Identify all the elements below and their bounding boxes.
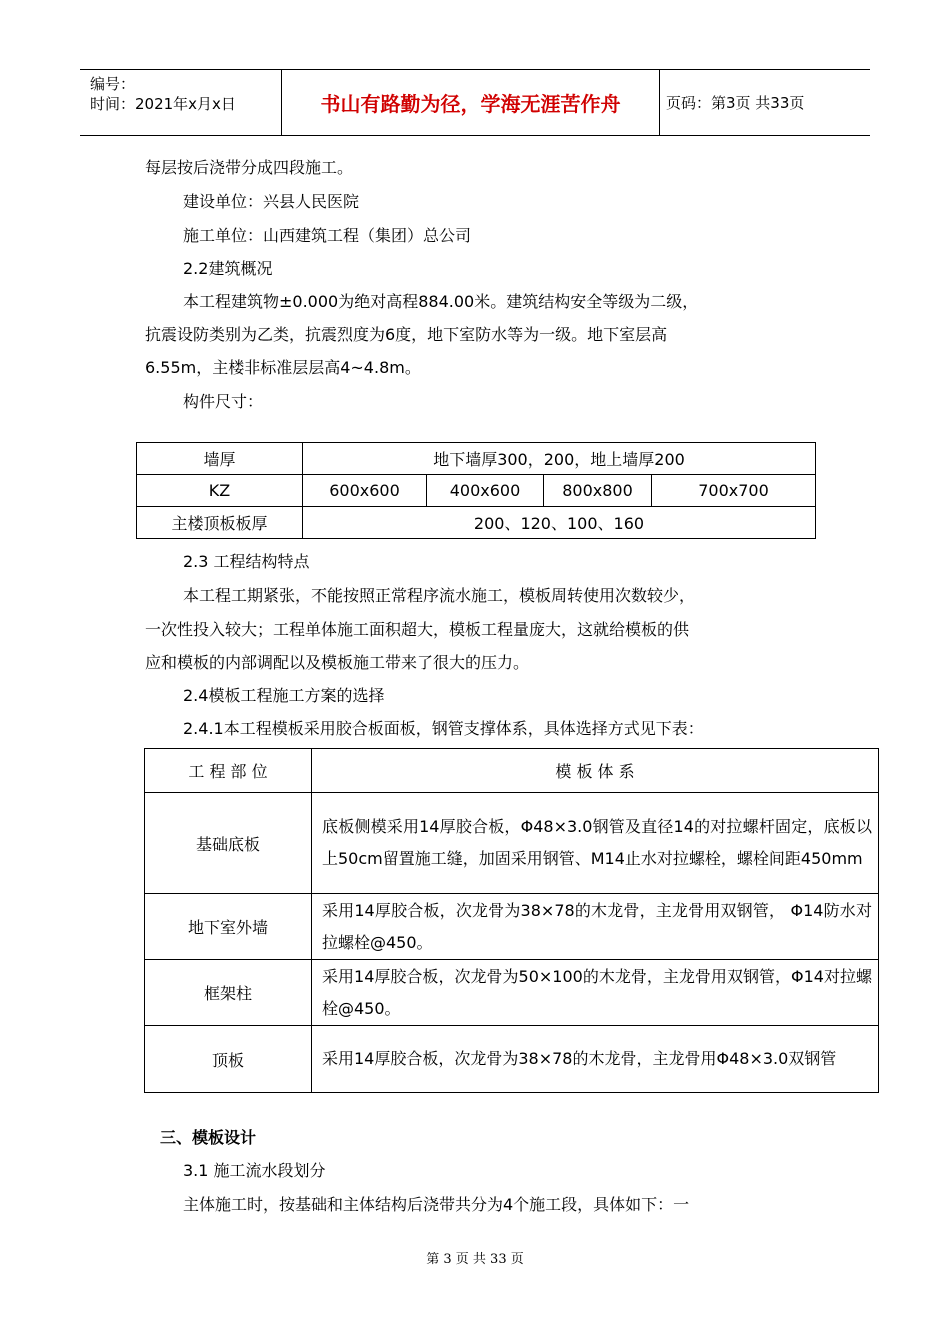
table-row bbox=[137, 475, 816, 507]
table-row bbox=[137, 443, 816, 475]
table-cell: 基础底板 bbox=[145, 793, 312, 894]
table-cell: 采用14厚胶合板，次龙骨为38×78的木龙骨，主龙骨用双钢管， Φ14防水对拉螺栓@450。 bbox=[312, 894, 879, 960]
header-motto: 书山有路勤为径，学海无涯苦作舟 bbox=[282, 70, 660, 135]
section-heading-2-3: 2.3 工程结构特点 bbox=[183, 552, 310, 571]
body-line: 施工单位：山西建筑工程（集团）总公司 bbox=[183, 226, 472, 245]
table-row bbox=[145, 793, 879, 894]
table-row bbox=[145, 894, 879, 960]
body-line: 抗震设防类别为乙类，抗震烈度为6度，地下室防水等为一级。地下室层高 bbox=[145, 325, 668, 344]
table-cell: 地下墙厚300，200，地上墙厚200 bbox=[303, 443, 816, 475]
body-line: 构件尺寸： bbox=[183, 392, 264, 411]
table-cell: 框架柱 bbox=[145, 960, 312, 1026]
table-cell: 200、120、100、160 bbox=[303, 507, 816, 539]
table-header-cell: 工 程 部 位 bbox=[145, 749, 312, 793]
body-line: 建设单位：兴县人民医院 bbox=[183, 192, 360, 211]
body-line: 6.55m，主楼非标准层层高4~4.8m。 bbox=[145, 358, 421, 377]
table-row bbox=[137, 507, 816, 539]
section-heading-2-4: 2.4模板工程施工方案的选择 bbox=[183, 686, 385, 705]
body-line: 2.4.1本工程模板采用胶合板面板，钢管支撑体系，具体选择方式见下表： bbox=[183, 719, 704, 738]
table-cell: 顶板 bbox=[145, 1026, 312, 1093]
document-number-label: 编号： bbox=[90, 75, 136, 93]
body-line: 本工程工期紧张，不能按照正常程序流水施工，模板周转使用次数较少， bbox=[183, 586, 696, 605]
body-line: 每层按后浇带分成四段施工。 bbox=[145, 158, 354, 177]
table-cell: 800x800 bbox=[544, 475, 652, 507]
body-line: 应和模板的内部调配以及模板施工带来了很大的压力。 bbox=[145, 653, 530, 672]
table-cell: 地下室外墙 bbox=[145, 894, 312, 960]
table-row bbox=[145, 960, 879, 1026]
table-cell: 主楼顶板板厚 bbox=[137, 507, 303, 539]
table-header-row bbox=[145, 749, 879, 793]
body-line: 本工程建筑物±0.000为绝对高程884.00米。建筑结构安全等级为二级， bbox=[183, 292, 699, 311]
body-line: 一次性投入较大；工程单体施工面积超大，模板工程量庞大，这就给模板的供 bbox=[145, 620, 690, 639]
table-cell: KZ bbox=[137, 475, 303, 507]
header-meta bbox=[80, 70, 282, 135]
table-cell: 400x600 bbox=[427, 475, 544, 507]
table-header-cell: 模 板 体 系 bbox=[312, 749, 879, 793]
table-cell: 采用14厚胶合板，次龙骨为38×78的木龙骨，主龙骨用Φ48×3.0双钢管 bbox=[312, 1026, 879, 1093]
table-cell: 底板侧模采用14厚胶合板，Φ48×3.0钢管及直径14的对拉螺杆固定，底板以上50cm留置施工缝，加固采用钢管、M14止水对拉螺栓，螺栓间距450mm bbox=[312, 793, 879, 894]
table-row bbox=[145, 1026, 879, 1093]
table-cell: 墙厚 bbox=[137, 443, 303, 475]
header-page-number: 页码：第3页 共33页 bbox=[666, 94, 805, 112]
document-date-label: 时间：2021年x月x日 bbox=[90, 95, 236, 113]
section-heading-2-2: 2.2建筑概况 bbox=[183, 259, 273, 278]
section-heading-3-1: 3.1 施工流水段划分 bbox=[183, 1161, 326, 1180]
formwork-system-table bbox=[144, 748, 879, 1093]
table-cell: 采用14厚胶合板，次龙骨为50×100的木龙骨，主龙骨用双钢管，Φ14对拉螺栓@450。 bbox=[312, 960, 879, 1026]
body-line: 主体施工时，按基础和主体结构后浇带共分为4个施工段，具体如下：一 bbox=[183, 1195, 690, 1214]
table-cell: 700x700 bbox=[652, 475, 816, 507]
table-cell: 600x600 bbox=[303, 475, 427, 507]
page-footer: 第 3 页 共 33 页 bbox=[426, 1252, 524, 1267]
component-size-table bbox=[136, 442, 816, 539]
page-header bbox=[80, 69, 870, 136]
section-heading-3: 三、模板设计 bbox=[160, 1128, 257, 1147]
